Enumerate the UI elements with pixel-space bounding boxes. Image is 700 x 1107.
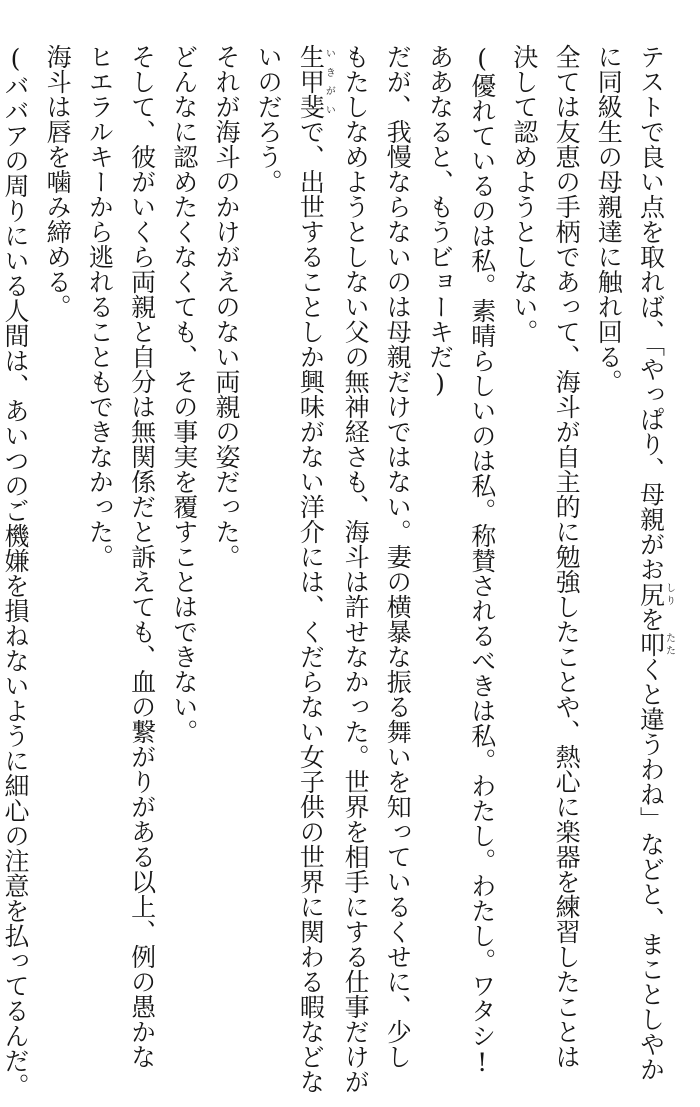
text-segment: で、出世することしか興味がない洋介には、くだらない女子供の世界に関わる暇などな — [296, 119, 326, 1094]
text-segment: 海斗は唇を噛み締める。 — [43, 44, 73, 319]
text-segment: もたしなめようとしない父の無神経さも、海斗は許せなかった。世界を相手にする仕事だけが — [341, 44, 371, 1094]
text-line — [205, 44, 247, 984]
text-line — [163, 44, 205, 984]
text-segment: (ババアの周りにいる人間は、あいつのご機嫌を損ねないように細心の注意を払ってるんだ。 — [0, 44, 30, 1098]
ruby-base: 尻 — [636, 581, 666, 607]
text-line — [418, 44, 460, 984]
text-segment: ああなると、もうビョーキだ) — [425, 44, 455, 398]
text-line — [629, 44, 675, 1082]
text-segment: ヒエラルキーから逃れることもできなかった。 — [85, 44, 115, 569]
text-line — [376, 44, 418, 1069]
text-segment: 決して認めようとしない。 — [509, 44, 539, 344]
text-segment: それが海斗のかけがえのない両親の姿だった。 — [211, 44, 241, 569]
ruby-reading: いきがい — [323, 44, 335, 119]
ruby-base: 生甲斐 — [296, 44, 326, 119]
text-line — [587, 44, 629, 984]
text-segment: に同級生の母親達に触れ回る。 — [594, 44, 624, 394]
text-line — [460, 44, 502, 1077]
text-segment: を — [636, 606, 666, 632]
text-line — [503, 44, 545, 984]
ruby-word — [636, 631, 675, 657]
text-segment: 全ては友恵の手柄であって、海斗が自主的に勉強したことや、熱心に楽器を練習したことは — [552, 44, 582, 1069]
ruby-reading: しり — [663, 581, 675, 607]
text-segment: いのだろう。 — [254, 44, 284, 194]
ruby-word — [636, 581, 675, 607]
text-segment: くと違うわね」などと、まことしやか — [636, 656, 666, 1082]
text-line — [0, 44, 36, 1098]
text-line — [120, 44, 162, 1069]
text-line — [334, 44, 376, 1094]
text-line — [78, 44, 120, 984]
text-segment: テストで良い点を取れば、「やっぱり、母親がお — [636, 44, 666, 582]
ruby-word — [296, 44, 335, 119]
text-line — [289, 44, 335, 1094]
text-line — [36, 44, 78, 984]
text-line — [247, 44, 289, 984]
text-segment: だが、我慢ならないのは母親だけではない。妻の横暴な振る舞いを知っているくせに、少し — [383, 44, 413, 1069]
vertical-text-body — [0, 44, 675, 1098]
text-segment: (優れているのは私。素晴らしいのは私。称賛されるべきは私。わたし。わたし。ワタシ! — [467, 44, 497, 1077]
text-segment: そして、彼がいくら両親と自分は無関係だと訴えても、血の繋がりがある以上、例の愚かな — [127, 44, 157, 1069]
ruby-base: 叩 — [636, 631, 666, 657]
text-line — [545, 44, 587, 1069]
text-segment: どんなに認めたくなくても、その事実を覆すことはできない。 — [169, 44, 199, 744]
ruby-reading: たた — [663, 631, 675, 657]
